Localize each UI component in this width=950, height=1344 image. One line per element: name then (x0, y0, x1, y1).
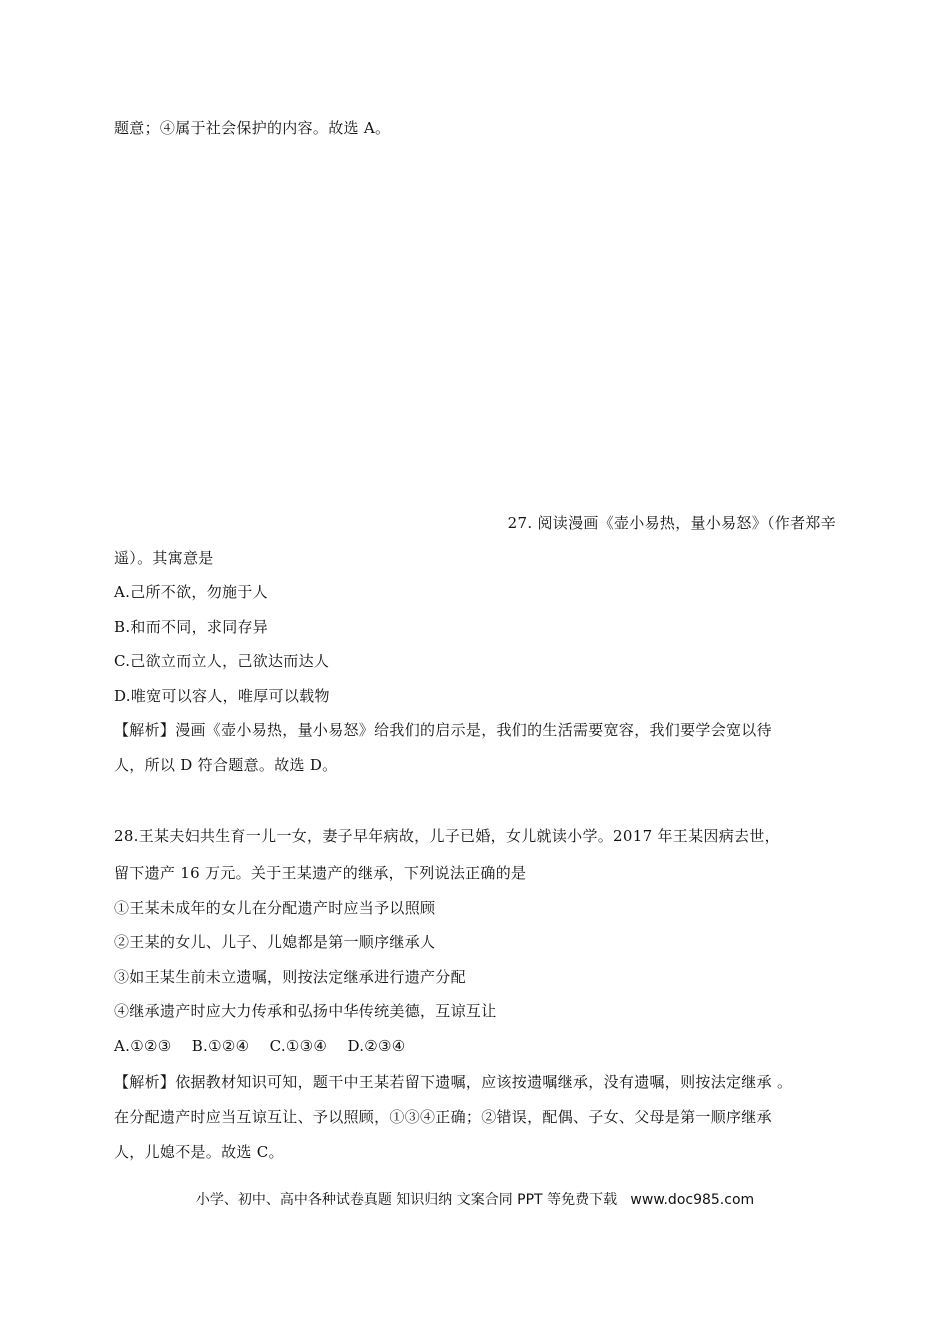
q27-option-b: B.和而不同，求同存异 (114, 618, 269, 636)
previous-answer-tail: 题意；④属于社会保护的内容。故选 A。 (114, 119, 391, 137)
q28-statement-4: ④继承遗产时应大力传承和弘扬中华传统美德，互谅互让 (114, 1002, 497, 1020)
q28-analysis-line2: 在分配遗产时应当互谅互让、予以照顾，①③④正确；②错误，配偶、子女、父母是第一顺序继承 (114, 1108, 772, 1126)
q28-statement-3: ③如王某生前未立遗嘱，则按法定继承进行遗产分配 (114, 968, 466, 986)
q27-option-c: C.己欲立而立人，己欲达而达人 (114, 652, 330, 670)
q27-stem-line2: 遥）。其寓意是 (114, 549, 214, 567)
q28-stem-line1: 28.王某夫妇共生育一儿一女，妻子早年病故，儿子已婚，女儿就读小学。2017 年王某因病去世， (114, 827, 780, 845)
q28-stem-line2: 留下遗产 16 万元。关于王某遗产的继承，下列说法正确的是 (114, 864, 527, 882)
q27-stem-line1: 27. 阅读漫画《壶小易热，量小易怒》（作者郑辛 (507, 514, 836, 532)
q28-choices: A.①②③ B.①②④ C.①③④ D.②③④ (114, 1037, 406, 1055)
q27-analysis-line1: 【解析】漫画《壶小易热，量小易怒》给我们的启示是，我们的生活需要宽容，我们要学会宽以待 (114, 721, 772, 739)
q28-statement-2: ②王某的女儿、儿子、儿媳都是第一顺序继承人 (114, 933, 436, 951)
q28-analysis-line1: 【解析】依据教材知识可知，题干中王某若留下遗嘱，应该按遗嘱继承，没有遗嘱，则按法定继承 。 (114, 1073, 793, 1091)
q27-option-d: D.唯宽可以容人，唯厚可以载物 (114, 687, 330, 705)
page-footer: 小学、初中、高中各种试卷真题 知识归纳 文案合同 PPT 等免费下载 www.doc985.com (195, 1192, 755, 1208)
q28-statement-1: ①王某未成年的女儿在分配遗产时应当予以照顾 (114, 899, 436, 917)
q28-analysis-line3: 人，儿媳不是。故选 C。 (114, 1143, 284, 1161)
q27-option-a: A.己所不欲，勿施于人 (114, 583, 268, 601)
q27-analysis-line2: 人，所以 D 符合题意。故选 D。 (114, 756, 338, 774)
